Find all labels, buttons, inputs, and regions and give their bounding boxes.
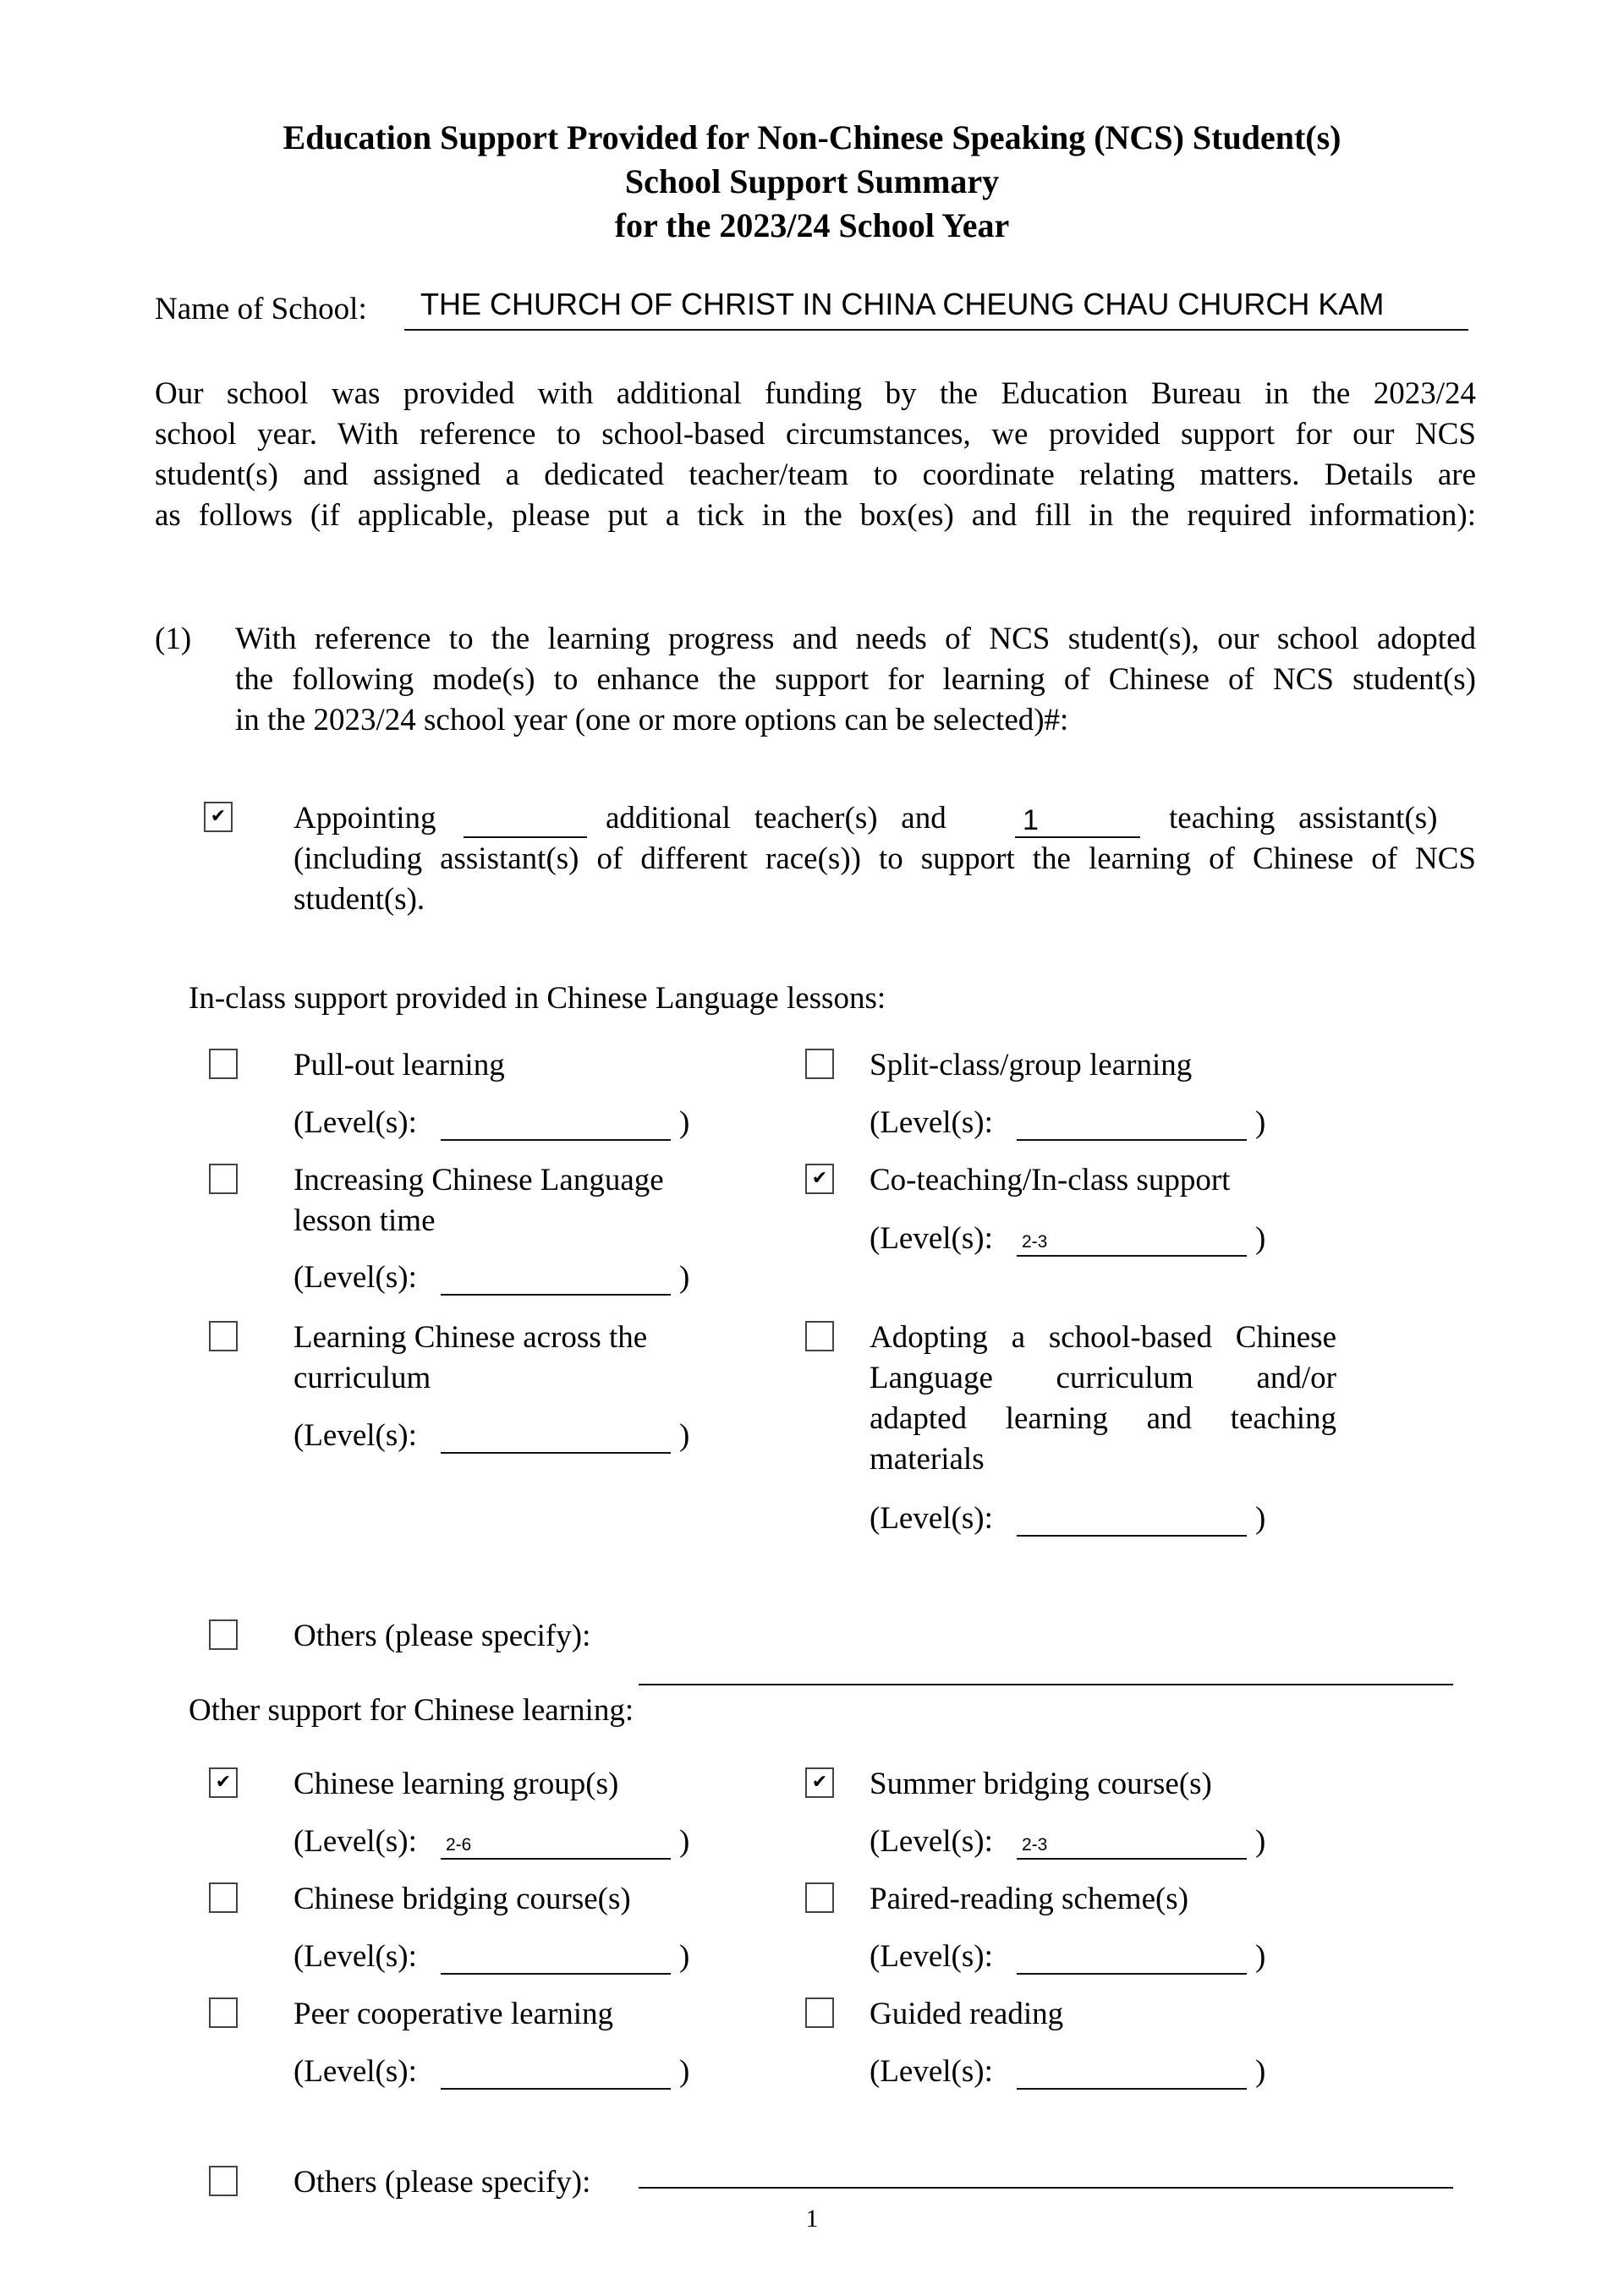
tick-icon [211,1884,236,1911]
school-based-curriculum-label-line: Language curriculum and/or [870,1361,1336,1395]
increasing-lesson-time-label-line-1: Increasing Chinese Language [294,1163,664,1197]
peer-cooperative-label: Peer cooperative learning [294,1997,614,2031]
tick-icon [211,1621,236,1648]
level-close-paren: ) [679,1260,690,1295]
in-class-heading: In-class support provided in Chinese Language lessons: [189,981,886,1016]
level-field[interactable]: 2-3 [1022,1835,1048,1855]
split-class-learning-label: Split-class/group learning [870,1048,1193,1082]
increasing-lesson-time-checkbox[interactable] [209,1164,238,1194]
level-close-paren: ) [1255,1939,1266,1974]
peer-cooperative-checkbox[interactable] [209,1997,238,2028]
appointing-line: student(s). [294,882,425,917]
tick-icon [807,1999,832,2026]
school-name-underline [404,329,1468,331]
level-close-paren: ) [679,1418,690,1453]
intro-line: student(s) and assigned a dedicated teacher/team to coordinate relating matters. Details are [155,458,1476,492]
level-label: (Level(s): [294,1260,417,1295]
summer-bridging-course-label: Summer bridging course(s) [870,1767,1212,1801]
level-label: (Level(s): [294,1418,417,1453]
co-teaching-label: Co-teaching/In-class support [870,1163,1231,1197]
tick-icon [211,1165,236,1192]
school-based-curriculum-checkbox[interactable] [805,1321,834,1351]
school-name-field[interactable]: THE CHURCH OF CHRIST IN CHINA CHEUNG CHAU CHURCH KAM [420,287,1385,321]
tick-icon [807,1323,832,1350]
guided-reading-checkbox[interactable] [805,1997,834,2028]
level-underline [441,1294,671,1296]
other-support-heading: Other support for Chinese learning: [189,1693,634,1728]
tick-icon: ✔ [811,1168,828,1189]
level-underline [441,2088,671,2090]
appointing-continuation [294,839,1476,920]
across-curriculum-checkbox[interactable] [209,1321,238,1351]
document-title-line-2: School Support Summary [624,162,1000,200]
appointing-text-after: teaching assistant(s) [1169,801,1438,836]
school-based-curriculum-label [870,1318,1336,1480]
appointing-text-before: Appointing [294,801,436,836]
across-curriculum-label-line-2: curriculum [294,1361,431,1395]
tick-icon [211,2167,236,2195]
chinese-bridging-course-level [294,1937,700,1979]
in-class-others-label: Others (please specify): [294,1619,591,1653]
across-curriculum-label-line-1: Learning Chinese across the [294,1320,648,1355]
guided-reading-label: Guided reading [870,1997,1064,2031]
pull-out-learning-checkbox[interactable] [209,1049,238,1079]
school-based-curriculum-label-line: materials [870,1442,985,1477]
level-underline [441,1139,671,1141]
summer-bridging-course-level [870,1822,1276,1864]
intro-line: Our school was provided with additional funding by the Education Bureau in the 2023/24 [155,376,1476,411]
level-close-paren: ) [1255,1105,1266,1140]
school-based-curriculum-label-line: adapted learning and teaching [870,1401,1336,1436]
peer-cooperative-level [294,2052,700,2094]
appointing-text-middle: additional teacher(s) and [606,801,946,836]
split-class-learning-level [870,1103,1276,1145]
level-close-paren: ) [679,1105,690,1140]
chinese-bridging-course-label: Chinese bridging course(s) [294,1882,631,1916]
chinese-learning-group-level [294,1822,700,1864]
pull-out-learning-label: Pull-out learning [294,1048,505,1082]
level-close-paren: ) [1255,1501,1266,1536]
level-label: (Level(s): [294,1939,417,1974]
level-field[interactable]: 2-6 [446,1835,472,1855]
level-label: (Level(s): [870,1939,993,1974]
level-close-paren: ) [679,1824,690,1859]
level-underline [1017,1535,1247,1537]
teaching-assistants-field[interactable]: 1 [1023,804,1039,836]
page-number: 1 [805,2205,819,2233]
tick-icon: ✔ [811,1772,828,1793]
document-title-line-1: Education Support Provided for Non-Chinese Speaking (NCS) Student(s) [283,118,1341,156]
split-class-learning-checkbox[interactable] [805,1049,834,1079]
other-support-others-underline [639,2187,1453,2189]
guided-reading-level [870,2052,1276,2094]
level-label: (Level(s): [294,1824,417,1859]
other-support-others-checkbox[interactable] [209,2166,238,2196]
level-label: (Level(s): [870,1105,993,1140]
school-name-label: Name of School: [155,292,367,326]
section-intro-line: in the 2023/24 school year (one or more options can be selected)#: [235,703,1069,737]
tick-icon [211,1323,236,1350]
tick-icon [807,1050,832,1077]
level-field[interactable]: 2-3 [1022,1232,1048,1252]
level-underline [1017,1858,1247,1860]
intro-line: as follows (if applicable, please put a tick in the box(es) and fill in the required information): [155,498,1476,533]
co-teaching-checkbox[interactable] [805,1164,834,1194]
level-underline [441,1858,671,1860]
intro-line: school year. With reference to school-based circumstances, we provided support for our NCS [155,417,1476,452]
tick-icon [211,1999,236,2026]
paired-reading-checkbox[interactable] [805,1882,834,1913]
level-close-paren: ) [1255,1824,1266,1859]
tick-icon [807,1884,832,1911]
level-underline [441,1452,671,1454]
level-close-paren: ) [1255,1221,1266,1256]
other-support-others-label: Others (please specify): [294,2165,591,2200]
school-based-curriculum-level [870,1499,1276,1541]
level-label: (Level(s): [870,1824,993,1859]
in-class-others-underline [639,1684,1453,1685]
section-intro [235,619,1476,741]
increasing-lesson-time-label-line-2: lesson time [294,1203,436,1238]
level-close-paren: ) [679,1939,690,1974]
across-curriculum-level [294,1416,700,1458]
tick-icon [211,1050,236,1077]
summer-bridging-course-checkbox[interactable] [805,1767,834,1798]
level-underline [1017,1255,1247,1257]
co-teaching-level [870,1219,1276,1261]
paired-reading-level [870,1937,1276,1979]
chinese-learning-group-label: Chinese learning group(s) [294,1767,619,1801]
section-number: (1) [155,622,192,656]
level-label: (Level(s): [870,1221,993,1256]
school-based-curriculum-label-line: Adopting a school-based Chinese [870,1320,1336,1355]
tick-icon: ✔ [215,1772,232,1793]
level-label: (Level(s): [870,2054,993,2089]
intro-paragraph [155,374,1476,536]
section-intro-line: the following mode(s) to enhance the support for learning of Chinese of NCS student(s) [235,662,1476,697]
section-intro-line: With reference to the learning progress and needs of NCS student(s), our school adopted [235,622,1476,656]
paired-reading-label: Paired-reading scheme(s) [870,1882,1189,1916]
in-class-others-checkbox[interactable] [209,1619,238,1650]
appointing-line: (including assistant(s) of different race(s)) to support the learning of Chinese of NCS [294,841,1476,876]
document-title-line-3: for the 2023/24 School Year [614,206,1010,244]
chinese-learning-group-checkbox[interactable] [209,1767,238,1798]
level-label: (Level(s): [294,2054,417,2089]
level-label: (Level(s): [870,1501,993,1536]
pull-out-learning-level [294,1103,700,1145]
level-underline [441,1973,671,1975]
level-underline [1017,1973,1247,1975]
level-underline [1017,1139,1247,1141]
increasing-lesson-time-level [294,1258,700,1300]
tick-icon: ✔ [210,806,227,827]
additional-teachers-underline [464,836,587,838]
level-underline [1017,2088,1247,2090]
appointing-checkbox[interactable] [204,802,233,832]
chinese-bridging-course-checkbox[interactable] [209,1882,238,1913]
level-close-paren: ) [679,2054,690,2089]
level-label: (Level(s): [294,1105,417,1140]
level-close-paren: ) [1255,2054,1266,2089]
